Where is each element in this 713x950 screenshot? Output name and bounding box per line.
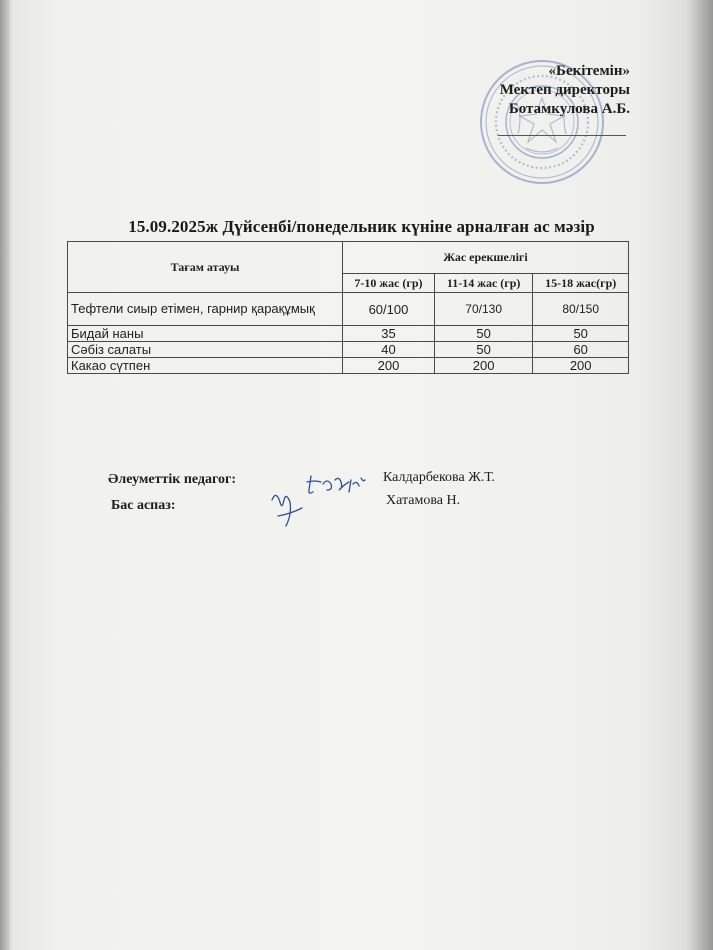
paper-edge-shadow-right (685, 0, 713, 950)
approval-position: Мектеп директоры (499, 82, 630, 98)
value-cell: 60/100 (343, 293, 435, 326)
social-pedagogue-name: Калдарбекова Ж.Т. (383, 470, 495, 485)
table-row (68, 342, 629, 358)
approval-block (500, 62, 630, 119)
header-age-15-18: 15-18 жас(гр) (533, 274, 629, 293)
table-row (68, 358, 629, 374)
approval-heading: «Бекітемін» (548, 63, 630, 79)
value-cell: 35 (343, 326, 435, 342)
approval-name: Ботамкулова А.Б. (508, 101, 630, 117)
table-row (68, 293, 629, 326)
header-age-7-10: 7-10 жас (гр) (343, 274, 435, 293)
dish-cell: Сәбіз салаты (68, 342, 343, 358)
value-cell: 70/130 (434, 293, 532, 326)
header-age-group: Жас ерекшелігі (343, 242, 629, 274)
approval-underline (498, 135, 626, 136)
header-dish-name: Тағам атауы (68, 242, 343, 293)
value-cell: 200 (533, 358, 629, 374)
dish-cell: Какао сүтпен (68, 358, 343, 374)
social-pedagogue-signature (305, 470, 367, 498)
paper-edge-shadow-left (0, 0, 10, 950)
value-cell: 60 (533, 342, 629, 358)
chef-signature (268, 486, 308, 530)
chef-name: Хатамова Н. (386, 493, 461, 508)
chef-label: Бас аспаз: (111, 498, 176, 513)
value-cell: 200 (343, 358, 435, 374)
value-cell: 40 (343, 342, 435, 358)
dish-cell: Бидай наны (68, 326, 343, 342)
social-pedagogue-label: Әлеуметтік педагог: (108, 472, 237, 487)
value-cell: 50 (533, 326, 629, 342)
value-cell: 50 (434, 342, 532, 358)
menu-table (67, 241, 629, 374)
header-age-11-14: 11-14 жас (гр) (434, 274, 532, 293)
table-header-row (68, 242, 629, 274)
value-cell: 80/150 (533, 293, 629, 326)
dish-cell: Тефтели сиыр етімен, гарнир қарақұмық (68, 293, 343, 326)
menu-title: 15.09.2025ж Дүйсенбі/понедельник күніне арналған ас мәзір (128, 217, 595, 236)
value-cell: 50 (434, 326, 532, 342)
table-row (68, 326, 629, 342)
value-cell: 200 (434, 358, 532, 374)
